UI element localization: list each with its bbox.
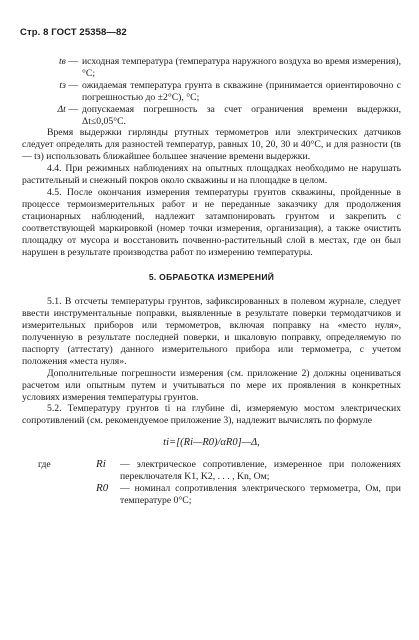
where-text: — номинал сопротивления электрического термометра, Ом, при температуре 0°С; bbox=[120, 483, 401, 506]
where-text: — электрическое сопротивление, измеренное при положениях переключателя K1, K2, . . . , Kn, Ом; bbox=[120, 459, 401, 483]
formula: ti=[(Ri—R0)/αR0]—Δ, bbox=[163, 437, 260, 449]
where-label: где bbox=[38, 459, 51, 471]
paragraph: Дополнительные погрешности измерения (см. приложение 2) должны оцениваться расчетом или опытным путем и учитываться по мере их проявления в конкретных условиях измерения температуры грунтов. bbox=[22, 367, 401, 403]
paragraph: Время выдержки гирлянды ртутных термометров или электрических датчиков следует определять для разностей температур, равных 10, 20, 30 и 40°С, и для разности (tв — tз) использовать ближайшее большее значение времени выдержки. bbox=[22, 127, 401, 163]
page-content bbox=[22, 56, 401, 507]
paragraph: 5.1. В отсчеты температуры грунтов, зафиксированных в полевом журнале, следует ввести инструментальные поправки, выявленные в результате поверки термодатчиков и измерительных приборов или термометров, включая поправку на «место нуля», полученную в результате последней поверки, и шкаловую поправку, определяемую по паспорту (аттестату) данного измерительного прибора или термометра, с учетом положения «места нуля». bbox=[22, 296, 401, 367]
definition-row bbox=[22, 56, 401, 80]
section-title: 5. ОБРАБОТКА ИЗМЕРЕНИЙ bbox=[148, 272, 275, 283]
paragraph: 4.4. При режимных наблюдениях на опытных площадках необходимо не нарушать растительный и снежный покров около скважины и на площадке в целом. bbox=[22, 163, 401, 187]
definition-text: допускаемая погрешность за счет ограничения времени выдержки, Δt≤0,05°С. bbox=[82, 103, 401, 127]
definition-symbol: tв — bbox=[58, 56, 78, 67]
definition-text: исходная температура (температура наружного воздуха во время измерения), °С; bbox=[82, 56, 401, 79]
page-header: Стр. 8 ГОСТ 25358—82 bbox=[20, 27, 127, 38]
where-items bbox=[96, 459, 401, 507]
definition-symbol: tз — bbox=[59, 79, 78, 91]
definition-symbol: Δt — bbox=[57, 103, 78, 115]
where-block bbox=[22, 459, 401, 507]
paragraph: 5.2. Температуру грунтов ti на глубине di, измеряемую мостом электрических сопротивлений (см. рекомендуемое приложение 3), надлежит вычислять по формуле bbox=[22, 403, 401, 427]
definition-row bbox=[22, 80, 401, 104]
where-symbol: R0 bbox=[96, 482, 109, 494]
where-item bbox=[96, 459, 401, 483]
where-symbol: Ri bbox=[96, 458, 106, 471]
where-item bbox=[96, 483, 401, 507]
paragraph: 4.5. После окончания измерения температуры грунтов скважины, пройденные в процессе термоизмерительных работ и не переданные заказчику для продолжения стационарных наблюдений, надлежит затампонировать грунтом и закрепить с соответствующей маркировкой (номер точки измерения, организация), а также очистить площадку от мусора и восстановить почвенно-растительный слой в местах, где он был нарушен в результате производства работ по измерению температуры. bbox=[22, 186, 401, 258]
definition-text: ожидаемая температура грунта в скважине (принимается ориентировочно с погрешностью до ±2°С), °С; bbox=[82, 79, 401, 103]
definition-row bbox=[22, 104, 401, 128]
